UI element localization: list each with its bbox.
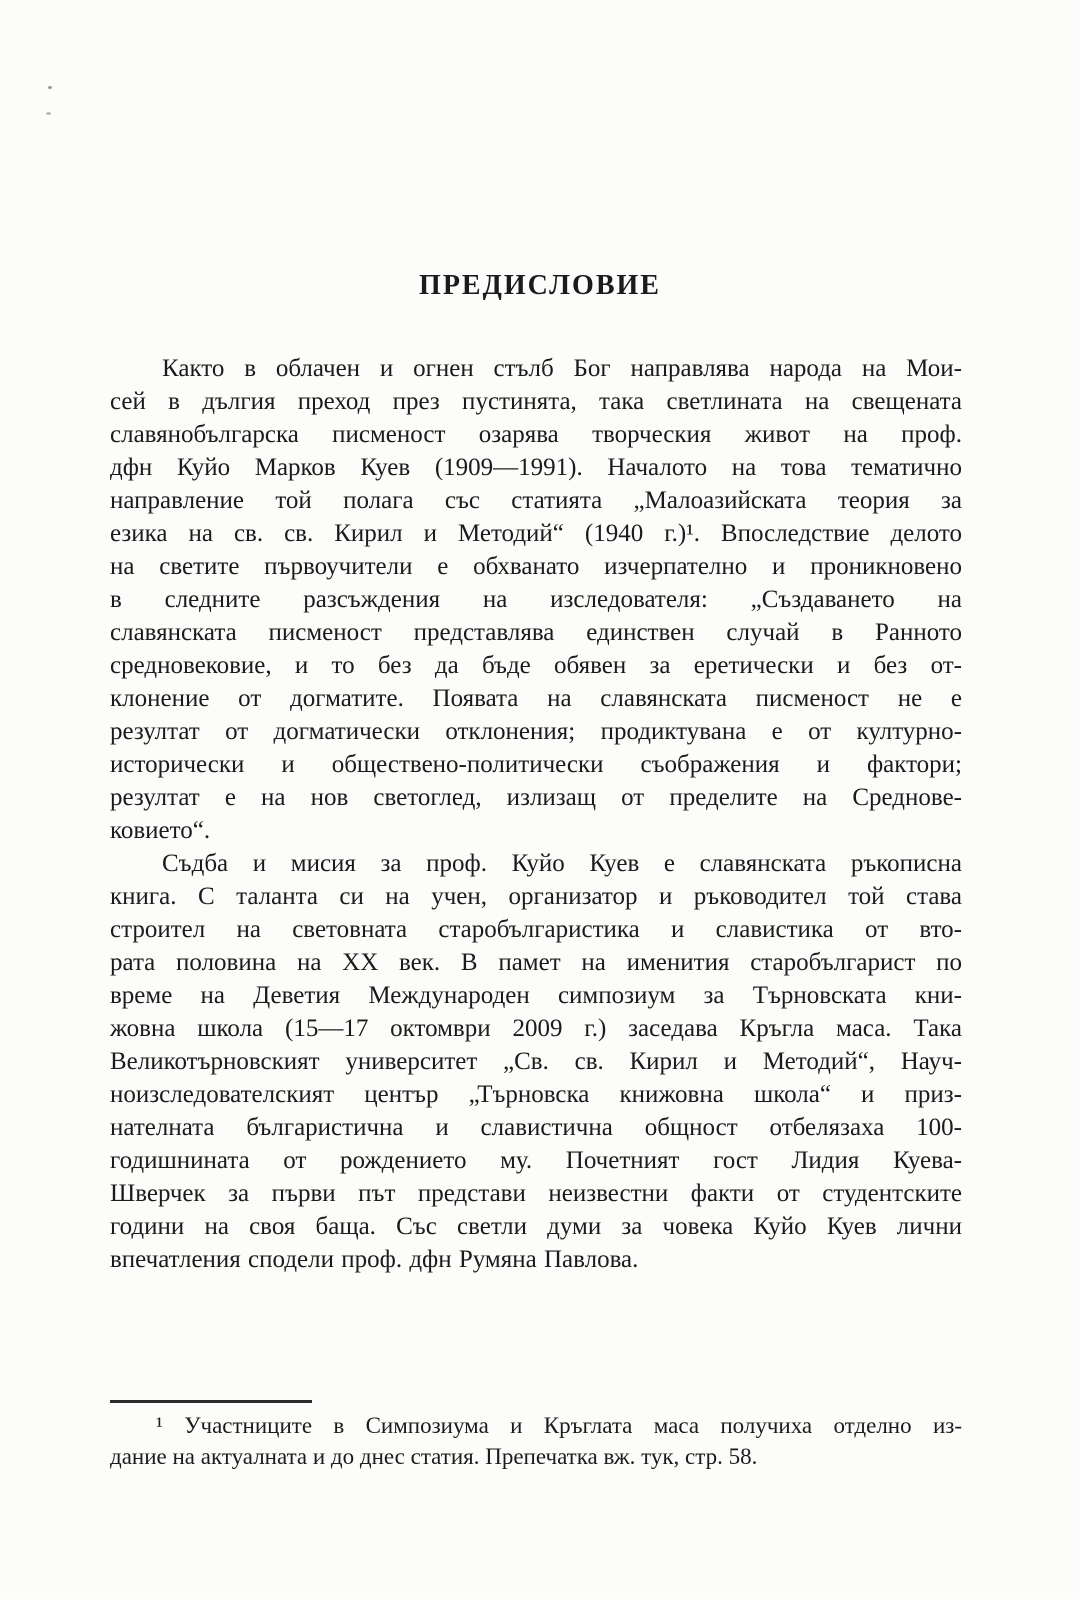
text-line: резултат от догматически отклонения; продиктувана е от културно- bbox=[110, 718, 962, 745]
text-line: средновековие, и то без да бъде обявен за еретически и без от- bbox=[110, 652, 962, 679]
scan-artifact bbox=[48, 86, 52, 89]
text-line: дфн Куйо Марков Куев (1909—1991). Началото на това тематично bbox=[110, 454, 962, 481]
text-line: строител на световната старобългаристика и славистика от вто- bbox=[110, 916, 962, 943]
text-line: години на своя баща. Със светли думи за човека Куйо Куев лични bbox=[110, 1213, 962, 1240]
text-line: славянската писменост представлява единствен случай в Ранното bbox=[110, 619, 962, 646]
text-line: книга. С таланта си на учен, организатор и ръководител той става bbox=[110, 883, 962, 910]
text-line: Великотърновският университет „Св. св. Кирил и Методий“, Науч- bbox=[110, 1048, 962, 1075]
footnote-line: дание на актуалната и до днес статия. Препечатка вж. тук, стр. 58. bbox=[110, 1444, 758, 1469]
text-line: ковието“. bbox=[110, 817, 211, 844]
text-line: Както в облачен и огнен стълб Бог направлява народа на Мои- bbox=[162, 355, 962, 382]
footnote-line: ¹ Участниците в Симпозиума и Кръглата маса получиха отделно из- bbox=[156, 1413, 962, 1438]
text-line: ноизследователският център „Търновска книжовна школа“ и приз- bbox=[110, 1081, 962, 1108]
text-line: Съдба и мисия за проф. Куйо Куев е славянската ръкописна bbox=[162, 850, 962, 877]
text-line: клонение от догматите. Появата на славянската писменост не е bbox=[110, 685, 962, 712]
text-line: в следните разсъждения на изследователя: „Създаването на bbox=[110, 586, 962, 613]
text-line: Шверчек за първи път представи неизвестни факти от студентските bbox=[110, 1180, 962, 1207]
text-line: резултат е на нов светоглед, излизащ от пределите на Среднове- bbox=[110, 784, 962, 811]
text-line: исторически и обществено-политически съображения и фактори; bbox=[110, 751, 962, 778]
text-line: езика на св. св. Кирил и Методий“ (1940 г.)¹. Впоследствие делото bbox=[110, 520, 962, 547]
page-title: ПРЕДИСЛОВИЕ bbox=[419, 270, 661, 301]
text-line: годишнината от рождението му. Почетният гост Лидия Куева- bbox=[110, 1147, 962, 1174]
text-line: рата половина на XX век. В памет на именития старобългарист по bbox=[110, 949, 962, 976]
footnote-divider bbox=[110, 1400, 312, 1403]
text-line: време на Деветия Международен симпозиум за Търновската кни- bbox=[110, 982, 962, 1009]
text-line: жовна школа (15—17 октомври 2009 г.) заседава Кръгла маса. Така bbox=[110, 1015, 962, 1042]
body-text bbox=[110, 352, 962, 1276]
text-line: направление той полага със статията „Малоазийската теория за bbox=[110, 487, 962, 514]
text-line: славянобългарска писменост озарява творческия живот на проф. bbox=[110, 421, 962, 448]
text-line: впечатления сподели проф. дфн Румяна Павлова. bbox=[110, 1246, 639, 1273]
text-line: сей в дългия преход през пустинята, така светлината на свещената bbox=[110, 388, 962, 415]
scan-artifact bbox=[46, 112, 51, 115]
footnote bbox=[110, 1410, 962, 1472]
text-line: на светите първоучители е обхванато изчерпателно и проникновено bbox=[110, 553, 962, 580]
text-line: нателната българистична и славистична общност отбелязаха 100- bbox=[110, 1114, 962, 1141]
